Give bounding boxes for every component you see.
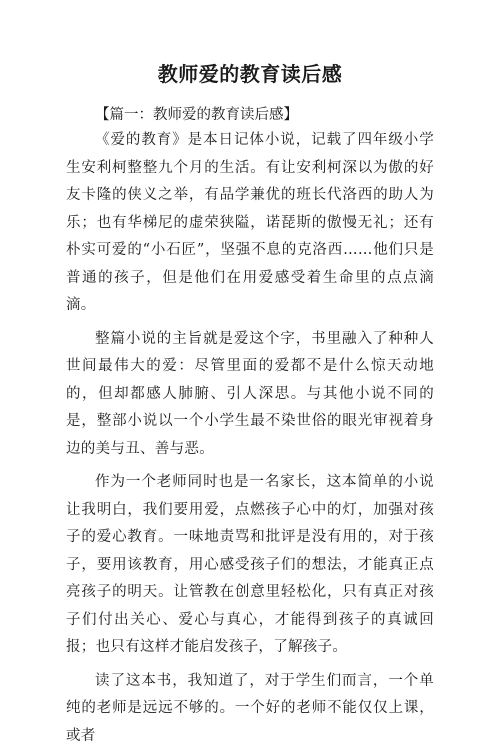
- paragraph-3: 作为一个老师同时也是一名家长，这本简单的小说让我明白，我们要用爱，点燃孩子心中的灯，加强对孩子的爱心教育。一味地责骂和批评是没有用的，对于孩子，要用该教育，用心感受孩子们的想法，才能真正点亮孩子的明天。让管教在创意里轻松化，只有真正对孩子们付出关心、爱心与真心，才能得到孩子的真诚回报；也只有这样才能启发孩子，了解孩子。: [66, 469, 434, 662]
- document-title: 教师爱的教育读后感: [66, 58, 434, 87]
- paragraph-1: 《爱的教育》是本日记体小说，记载了四年级小学生安利柯整整九个月的生活。有让安利柯深以为傲的好友卡隆的侠义之举，有品学兼优的班长代洛西的助人为乐；也有华梯尼的虚荣狭隘，诺琵斯的傲慢无礼；还有朴实可爱的“小石匠”，坚强不息的克洛西……他们只是普通的孩子，但是他们在用爱感受着生命里的点点滴滴。: [66, 127, 434, 320]
- section-heading: 【篇一：教师爱的教育读后感】: [66, 103, 434, 127]
- paragraph-2: 整篇小说的主旨就是爱这个字，书里融入了种种人世间最伟大的爱：尽管里面的爱都不是什么惊天动地的，但却都感人肺腑、引人深思。与其他小说不同的是，整部小说以一个小学生最不染世俗的眼光审视着身边的美与丑、善与恶。: [66, 326, 434, 464]
- paragraph-4: 读了这本书，我知道了，对于学生们而言，一个单纯的老师是远远不够的。一个好的老师不能仅仅上课，或者: [66, 668, 434, 750]
